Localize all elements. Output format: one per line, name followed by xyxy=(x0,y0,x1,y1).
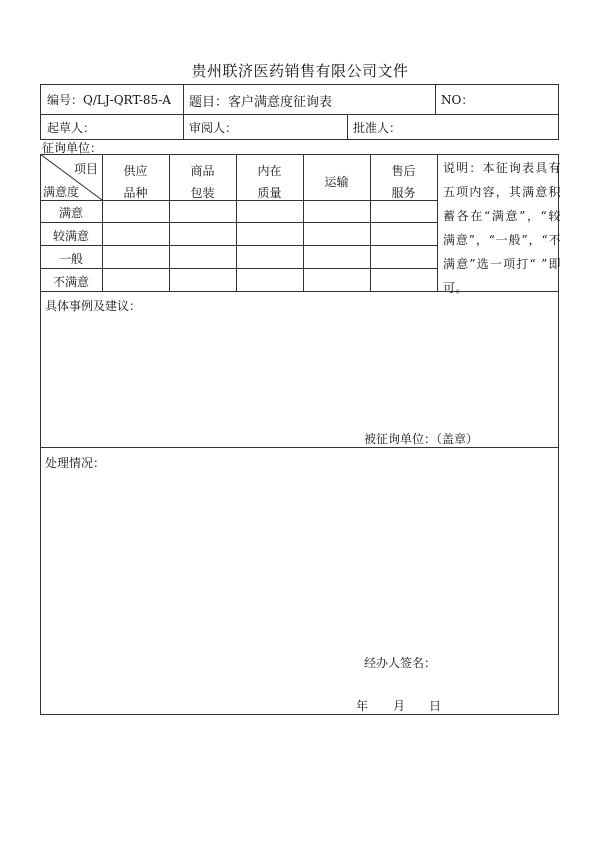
rating-cell[interactable] xyxy=(170,201,236,222)
doc-subject: 题目：客户满意度征询表 xyxy=(189,95,333,110)
corner-item-label: 项目 xyxy=(74,162,99,176)
corner-level-label: 满意度 xyxy=(43,185,80,199)
suggestions-label: 具体事例及建议： xyxy=(45,299,142,313)
date-month: 月 xyxy=(393,699,406,713)
handling-area[interactable] xyxy=(41,472,558,642)
column-header: 售后 服务 xyxy=(391,164,416,200)
date-year: 年 xyxy=(356,699,369,713)
rating-cell[interactable] xyxy=(103,201,169,222)
row-label: 不满意 xyxy=(52,275,89,289)
row-label: 一般 xyxy=(58,252,83,266)
date-day: 日 xyxy=(429,699,442,713)
handling-label: 处理情况： xyxy=(45,456,106,470)
column-header: 供应 品种 xyxy=(123,164,148,200)
suggestions-area[interactable] xyxy=(41,315,558,427)
column-header: 商品 包装 xyxy=(190,164,215,200)
column-header: 内在 质量 xyxy=(257,164,282,200)
company-title: 贵州联济医药销售有限公司文件 xyxy=(191,62,409,80)
reviewer-label: 审阅人： xyxy=(189,121,238,135)
instructions-note: 说明：本征询表具有五项内容，其满意积蓄各在“满意”，“较满意”，“一般”，“不满意”选一项打“ ”即可。 xyxy=(443,161,561,295)
handler-signature-label: 经办人签名： xyxy=(364,656,437,670)
rating-cell[interactable] xyxy=(371,201,437,222)
approver-label: 批准人： xyxy=(353,121,402,135)
column-header: 运输 xyxy=(324,175,349,189)
row-label: 满意 xyxy=(58,206,83,220)
row-label: 较满意 xyxy=(52,229,89,243)
seal-label: 被征询单位：（盖章） xyxy=(364,432,479,446)
doc-no-label: NO： xyxy=(441,93,474,107)
rating-cell[interactable] xyxy=(237,201,303,222)
rating-cell[interactable] xyxy=(304,201,370,222)
survey-unit-label: 征询单位： xyxy=(42,141,103,155)
drafter-label: 起草人： xyxy=(47,121,96,135)
doc-number: 编号：Q/LJ-QRT-85-A xyxy=(47,93,171,107)
